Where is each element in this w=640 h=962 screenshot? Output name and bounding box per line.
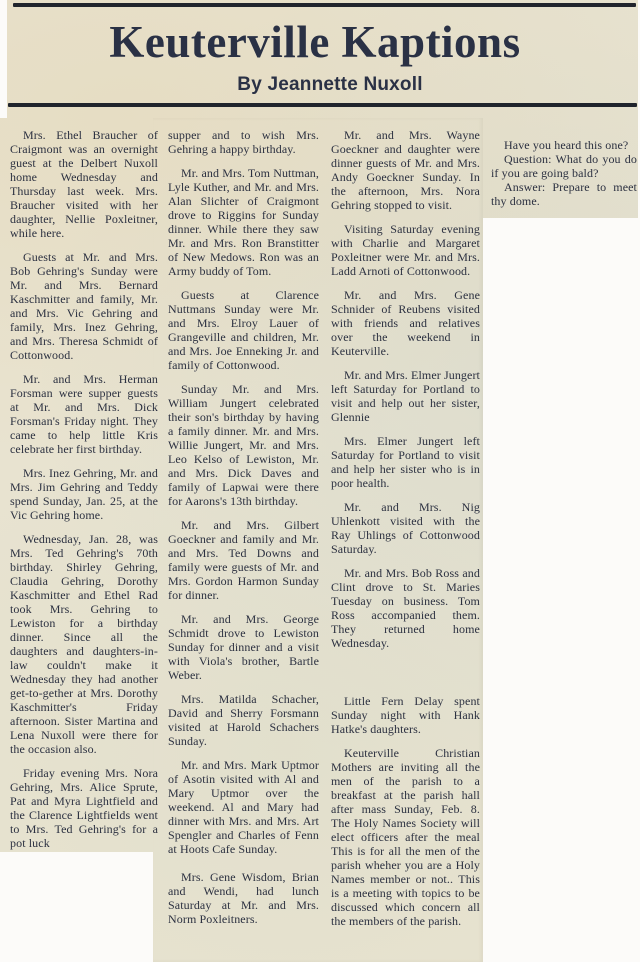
news-paragraph: Mr. and Mrs. Bob Ross and Clint drove to St. Maries Tuesday on business. Tom Ross accompanied them. They returned home Wednesday. (331, 566, 480, 650)
news-paragraph: Guests at Mr. and Mrs. Bob Gehring's Sunday were Mr. and Mrs. Bernard Kaschmitter and family, Mr. and Mrs. Vic Gehring and family, Mrs. Inez Gehring, and Mrs. Theresa Schmidt of Cottonwood. (10, 250, 158, 362)
news-column-1 (10, 128, 158, 860)
news-paragraph: supper and to wish Mrs. Gehring a happy birthday. (168, 128, 319, 156)
joke-question: Question: What do you do if you are going bald? (491, 152, 637, 180)
news-paragraph: Mrs. Inez Gehring, Mr. and Mrs. Jim Gehring and Teddy spend Sunday, Jan. 25, at the Vic Gehring home. (10, 466, 158, 522)
news-column-3 (331, 128, 480, 938)
news-paragraph: Mrs. Elmer Jungert left Saturday for Portland to visit and help her sister who is in poor health. (331, 434, 480, 490)
news-paragraph: Visiting Saturday evening with Charlie and Margaret Poxleitner were Mr. and Mrs. Ladd Arnoti of Cottonwood. (331, 222, 480, 278)
top-rule-divider (13, 3, 636, 7)
news-paragraph: Keuterville Christian Mothers are inviting all the men of the parish to a breakfast at the parish hall after mass Sunday, Feb. 8. The Holy Names Society will elect officers after the meal This is for all the men of the parish wheher you are a Holy Names member or not.. This is a meeting with topics to be discussed which concern all the members of the parish. (331, 746, 480, 928)
news-paragraph: Mr. and Mrs. Nig Uhlenkott visited with the Ray Uhlings of Cottonwood Saturday. (331, 500, 480, 556)
news-paragraph: Mrs. Gene Wisdom, Brian and Wendi, had lunch Saturday at Mr. and Mrs. Norm Poxleitners. (168, 870, 319, 926)
byline: By Jeannette Nuxoll (237, 74, 423, 95)
news-paragraph: Mr. and Mrs. Mark Uptmor of Asotin visited with Al and Mary Uptmor over the weekend. Al and Mary had dinner with Mrs. and Mrs. Art Spengler and Charles of Fenn at Hoots Cafe Sunday. (168, 758, 319, 856)
news-paragraph: Little Fern Delay spent Sunday night with Hank Hatke's daughters. (331, 694, 480, 736)
news-paragraph: Mr. and Mrs. Elmer Jungert left Saturday for Portland to visit and help out her sister, Glennie (331, 368, 480, 424)
news-paragraph: Mr. and Mrs. Herman Forsman were supper guests at Mr. and Mrs. Dick Forsman's Friday night. They came to help little Kris celebrate her first birthday. (10, 372, 158, 456)
news-paragraph: Mrs. Matilda Schacher, David and Sherry Forsmann visited at Harold Schachers Sunday. (168, 692, 319, 748)
news-column-2 (168, 128, 319, 936)
joke-line: Have you heard this one? (504, 138, 629, 152)
byline-rule-divider (8, 103, 637, 107)
news-paragraph: Mr. and Mrs. Gene Schnider of Reubens visited with friends and relatives over the weekend in Keuterville. (331, 288, 480, 358)
joke-answer: Answer: Prepare to meet thy dome. (491, 180, 637, 208)
column-title: Keuterville Kaptions (109, 17, 521, 67)
news-paragraph: Mr. and Mrs. George Schmidt drove to Lewiston Sunday for dinner and a visit with Viola's brother, Bartle Weber. (168, 612, 319, 682)
news-column-4-joke (491, 138, 637, 208)
news-paragraph: Mr. and Mrs. Wayne Goeckner and daughter were dinner guests of Mr. and Mrs. Andy Goeckner Sunday. In the afternoon, Mrs. Nora Gehring stopped to visit. (331, 128, 480, 212)
news-paragraph: Guests at Clarence Nuttmans Sunday were Mr. and Mrs. Elroy Lauer of Grangeville and children, Mr. and Mrs. Joe Enneking Jr. and family of Cottonwood. (168, 288, 319, 372)
news-paragraph: Friday evening Mrs. Nora Gehring, Mrs. Alice Sprute, Pat and Myra Lightfield and the Clarence Lightfields went to Mrs. Ted Gehring's for a pot luck (10, 766, 158, 850)
news-paragraph: Mr. and Mrs. Gilbert Goeckner and family and Mr. and Mrs. Ted Downs and family were guests of Mr. and Mrs. Gordon Harmon Sunday for dinner. (168, 518, 319, 602)
news-paragraph: Mrs. Ethel Braucher of Craigmont was an overnight guest at the Delbert Nuxoll home Wednesday and Thursday last week. Mrs. Braucher visited with her daughter, Nellie Poxleitner, while here. (10, 128, 158, 240)
news-paragraph: Sunday Mr. and Mrs. William Jungert celebrated their son's birthday by having a family dinner. Mr. and Mrs. Willie Jungert, Mr. and Mrs. Leo Kelso of Lewiston, Mr. and Mrs. Dick Daves and family of Lapwai were there for Aarons's 13th birthday. (168, 382, 319, 508)
news-paragraph: Wednesday, Jan. 28, was Mrs. Ted Gehring's 70th birthday. Shirley Gehring, Claudia Gehring, Dorothy Kaschmitter and Ethel Rad took Mrs. Gehring to Lewiston for a birthday dinner. Since all the daughters and daughters-in-law couldn't make it Wednesday they had another get-to-gether at Mrs. Dorothy Kaschmitter's Friday afternoon. Sister Martina and Lena Nuxoll were there for the occasion also. (10, 532, 158, 756)
news-paragraph: Mr. and Mrs. Tom Nuttman, Lyle Kuther, and Mr. and Mrs. Alan Slichter of Craigmont drove to Riggins for Sunday dinner. While there they saw Mr. and Mrs. Ron Branstitter of New Medows. Ron was an Army buddy of Tom. (168, 166, 319, 278)
